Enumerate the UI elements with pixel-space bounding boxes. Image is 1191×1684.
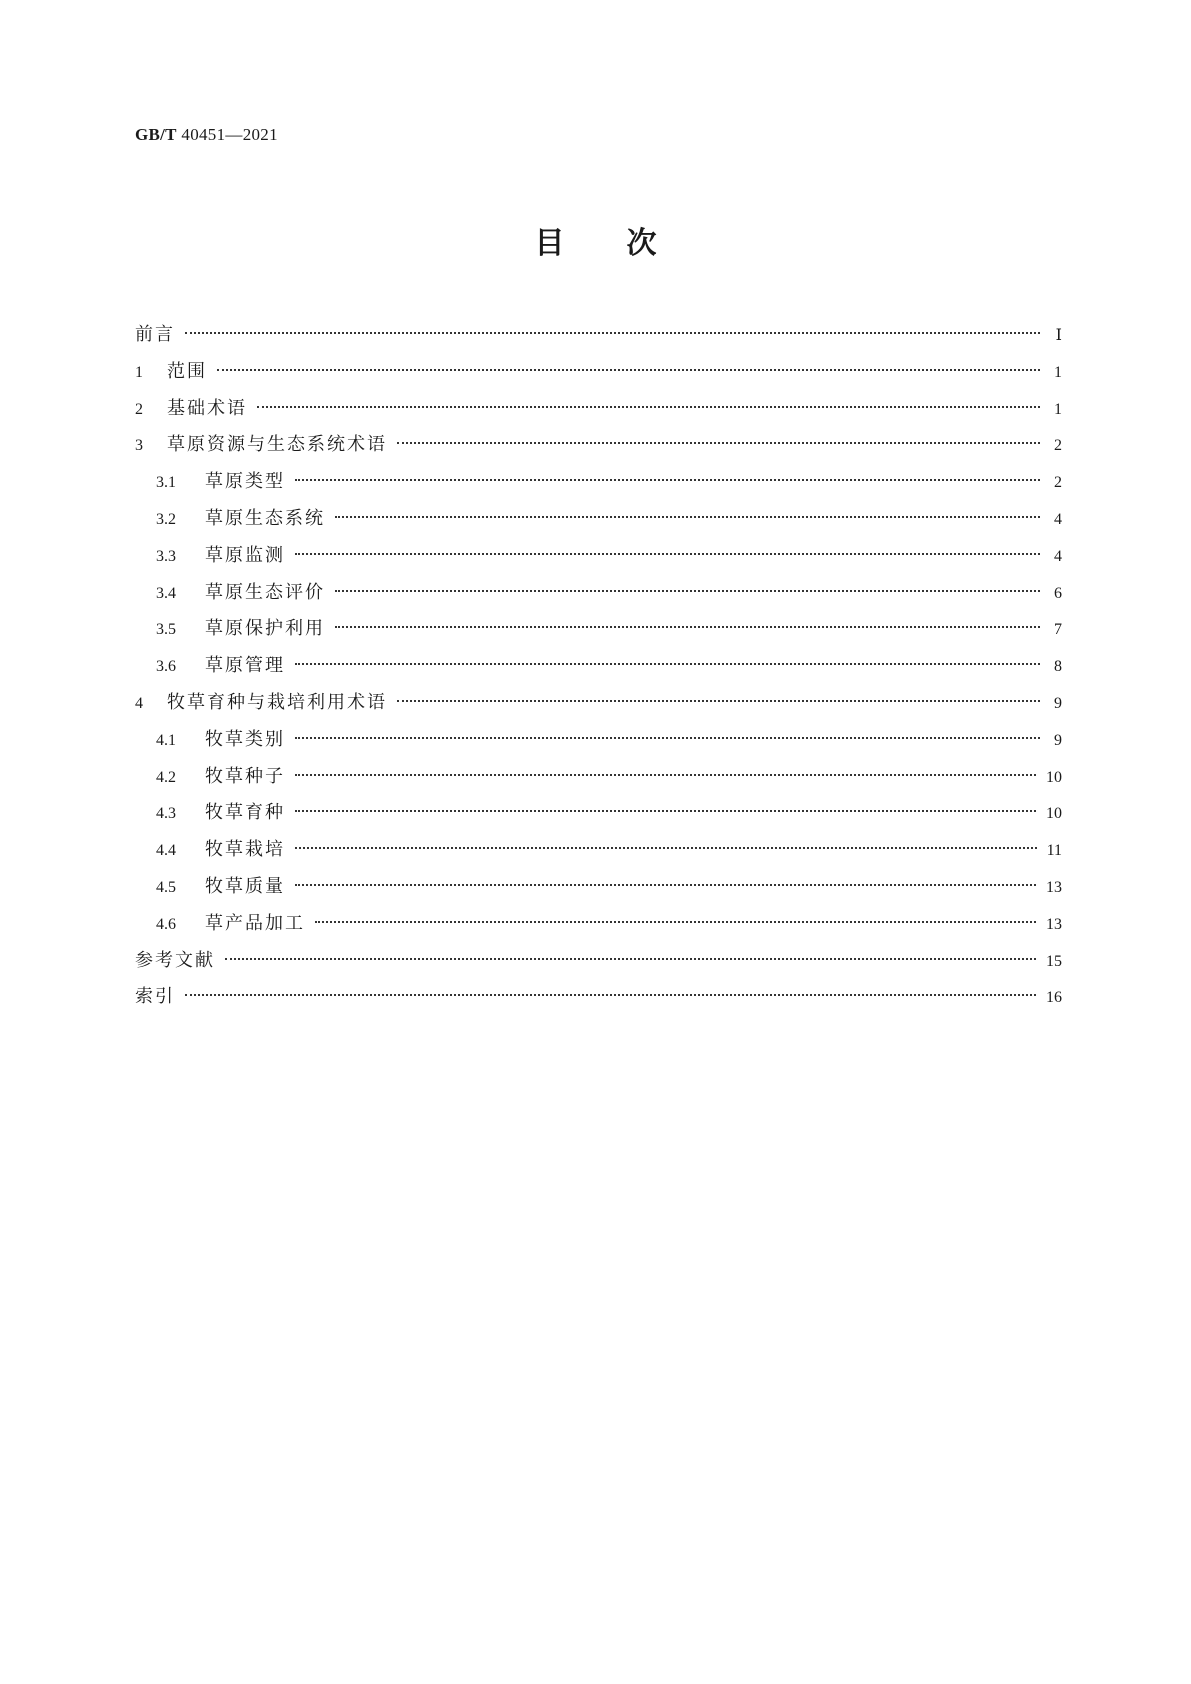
toc-entry[interactable] [135,691,1062,728]
toc-entry[interactable] [135,433,1062,470]
toc-entry[interactable] [135,728,1062,765]
toc-entry-label: 牧草质量 [205,875,285,897]
toc-entry[interactable] [135,765,1062,802]
toc-entry-page: 13 [1046,915,1062,933]
toc-entry[interactable] [135,507,1062,544]
dot-leader [315,921,1036,923]
toc-entry-label: 草原保护利用 [205,618,325,640]
dot-leader [185,332,1040,334]
dot-leader [257,406,1040,408]
toc-entry-page: 2 [1054,437,1062,455]
toc-entry-label: 牧草种子 [205,765,285,787]
toc-entry-page: 10 [1046,768,1062,786]
dot-leader [295,663,1040,665]
toc-entry-label: 草原生态系统 [205,507,325,529]
toc-entry[interactable] [135,544,1062,581]
dot-leader [397,700,1040,702]
toc-entry-number: 3.5 [156,621,176,639]
dot-leader [295,774,1036,776]
toc-title: 目次 [534,226,719,261]
toc-entry-label: 草原管理 [205,655,285,677]
toc-entry-number: 4.4 [156,842,176,860]
toc-entry-label: 草产品加工 [205,912,305,934]
toc-entry-page: 9 [1054,694,1062,712]
toc-entry[interactable] [135,617,1062,654]
toc-entry[interactable] [135,801,1062,838]
standard-code-prefix: GB/T [135,125,177,144]
toc-entry[interactable] [135,838,1062,875]
dot-leader [397,442,1040,444]
toc-entry-number: 3 [135,437,143,455]
dot-leader [295,737,1040,739]
toc-entry-page: 6 [1054,584,1062,602]
toc-entry-number: 3.3 [156,547,176,565]
toc-entry-label: 牧草类别 [205,728,285,750]
toc-entry-number: 4.6 [156,915,176,933]
toc-entry-label: 草原监测 [205,544,285,566]
toc-entry[interactable] [135,360,1062,397]
toc-entry-label: 索引 [135,986,175,1008]
toc-entry[interactable] [135,875,1062,912]
dot-leader [335,590,1040,592]
toc-entry[interactable] [135,912,1062,949]
toc-entry-number: 4.1 [156,731,176,749]
dot-leader [217,369,1040,371]
toc-entry[interactable] [135,985,1062,1022]
toc-entry-label: 参考文献 [135,949,215,971]
dot-leader [295,847,1037,849]
toc-entry[interactable] [135,654,1062,691]
toc-entry[interactable] [135,581,1062,618]
toc-entry-label: 草原类型 [205,471,285,493]
toc-entry-page: Ⅰ [1055,327,1062,344]
toc-entry-label: 范围 [167,360,207,382]
toc-entry-page: 4 [1054,547,1062,565]
toc-entry-page: 11 [1046,842,1062,860]
standard-code [135,125,278,145]
toc-entry-page: 2 [1054,474,1062,492]
toc-entry[interactable] [135,323,1062,360]
toc-entry-number: 4.3 [156,805,176,823]
toc-entry-page: 16 [1046,989,1062,1007]
toc-entry[interactable] [135,470,1062,507]
toc-entry-page: 4 [1054,510,1062,528]
standard-code-number: 40451—2021 [181,125,278,144]
toc-entry-number: 3.6 [156,658,176,676]
toc-entry-label: 前言 [135,324,175,345]
toc-entry-label: 牧草栽培 [205,839,285,861]
dot-leader [335,626,1040,628]
dot-leader [225,958,1036,960]
toc-entry-page: 7 [1054,621,1062,639]
toc-entry-number: 4 [135,694,143,712]
dot-leader [295,553,1040,555]
toc-entry-page: 15 [1046,952,1062,970]
toc-entry-page: 10 [1046,805,1062,823]
dot-leader [295,479,1040,481]
toc-entry-page: 1 [1054,400,1062,418]
toc-entry-page: 1 [1054,363,1062,381]
dot-leader [295,810,1036,812]
toc-entry-number: 1 [135,363,143,381]
toc-entry-number: 4.2 [156,768,176,786]
toc-entry[interactable] [135,397,1062,434]
toc-entry-label: 基础术语 [167,397,247,419]
toc-entry-page: 13 [1046,878,1062,896]
toc-entry-label: 牧草育种与栽培利用术语 [167,691,387,713]
toc-entry[interactable] [135,949,1062,986]
toc-entry-number: 3.2 [156,510,176,528]
table-of-contents [135,323,1062,1022]
toc-entry-label: 草原生态评价 [205,581,325,603]
dot-leader [185,994,1036,996]
dot-leader [295,884,1036,886]
toc-entry-number: 2 [135,400,143,418]
toc-entry-number: 4.5 [156,878,176,896]
dot-leader [335,516,1040,518]
toc-entry-page: 8 [1054,658,1062,676]
toc-entry-number: 3.4 [156,584,176,602]
toc-entry-label: 草原资源与生态系统术语 [167,434,387,456]
toc-entry-number: 3.1 [156,474,176,492]
toc-entry-page: 9 [1054,731,1062,749]
toc-entry-label: 牧草育种 [205,802,285,824]
